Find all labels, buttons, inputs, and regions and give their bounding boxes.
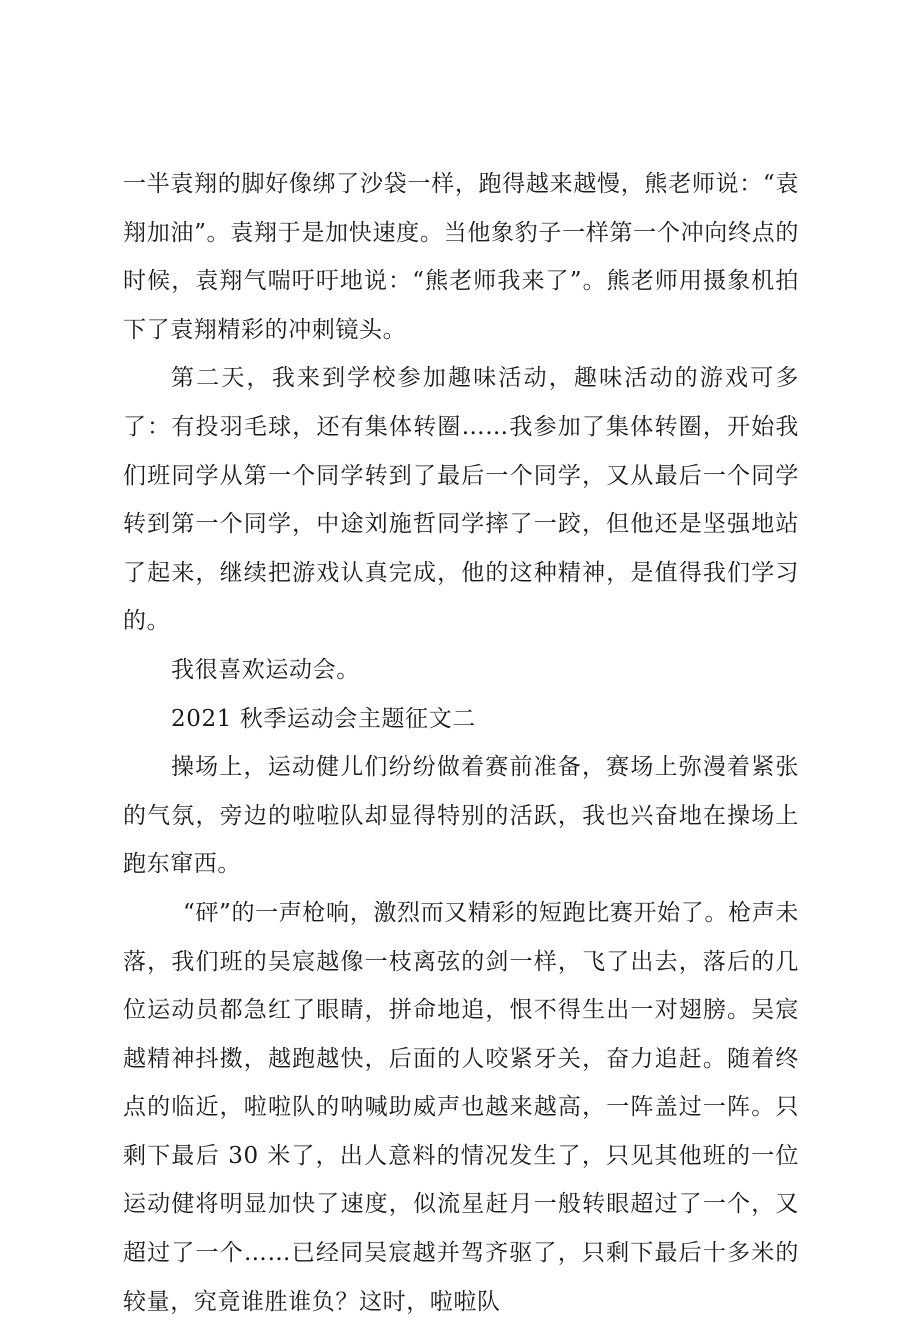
paragraph-race: “砰”的一声枪响，激烈而又精彩的短跑比赛开始了。枪声未落，我们班的吴宸越像一枝离弦的剑一样，飞了出去，落后的几位运动员都急红了眼睛，拼命地追，恨不得生出一对翅膀。吴宸越精神抖擞，越跑越快，后面的人咬紧牙关，奋力追赶。随着终点的临近，啦啦队的呐喊助威声也越来越高，一阵盖过一阵。只剩下最后 30 米了，出人意料的情况发生了，只见其他班的一位运动健将明显加快了速度，似流星赶月一般转眼超过了一个，又超过了一个……已经同吴宸越并驾齐驱了，只剩下最后十多米的较量，究竟谁胜谁负？这时，啦啦队 bbox=[123, 899, 799, 1315]
paragraph-second-day: 第二天，我来到学校参加趣味活动，趣味活动的游戏可多了：有投羽毛球，还有集体转圈……我参加了集体转圈，开始我们班同学从第一个同学转到了最后一个同学，又从最后一个同学转到第一个同学，中途刘施哲同学摔了一跤，但他还是坚强地站了起来，继续把游戏认真完成，他的这种精神，是值得我们学习的。 bbox=[123, 365, 799, 635]
paragraph-playground: 操场上，运动健儿们纷纷做着赛前准备，赛场上弥漫着紧张的气氛，旁边的啦啦队却显得特别的活跃，我也兴奋地在操场上跑东窜西。 bbox=[123, 754, 799, 878]
document-body bbox=[123, 160, 799, 1326]
paragraph-like-sports: 我很喜欢运动会。 bbox=[171, 656, 360, 683]
section-title: 2021 秋季运动会主题征文二 bbox=[171, 705, 476, 732]
paragraph-continuation: 一半袁翔的脚好像绑了沙袋一样，跑得越来越慢，熊老师说：“袁翔加油”。袁翔于是加快速度。当他象豹子一样第一个冲向终点的时候，袁翔气喘吁吁地说：“熊老师我来了”。熊老师用摄象机拍下了袁翔精彩的冲刺镜头。 bbox=[123, 171, 799, 343]
